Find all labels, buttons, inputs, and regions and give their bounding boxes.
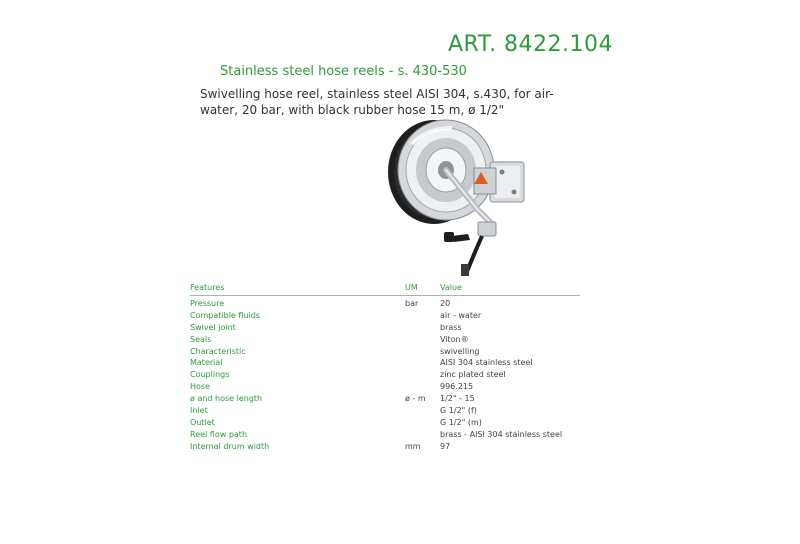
value-cell: brass bbox=[440, 322, 462, 332]
um-cell bbox=[405, 357, 440, 369]
feature-cell: Material bbox=[190, 358, 223, 368]
um-cell bbox=[405, 334, 440, 346]
table-row bbox=[190, 393, 580, 405]
um-cell: bar bbox=[405, 299, 419, 308]
um-cell bbox=[405, 369, 440, 381]
table-row bbox=[190, 417, 580, 429]
um-cell: mm bbox=[405, 441, 421, 451]
table-row bbox=[190, 441, 580, 453]
feature-cell: Seals bbox=[190, 334, 212, 344]
header-features: Features bbox=[190, 283, 225, 292]
feature-cell: Compatible fluids bbox=[190, 310, 260, 320]
value-cell: G 1/2" (m) bbox=[440, 417, 482, 427]
table-row bbox=[190, 357, 580, 369]
table-row bbox=[190, 298, 580, 310]
um-cell bbox=[405, 346, 440, 358]
value-cell: G 1/2" (f) bbox=[440, 406, 477, 416]
value-cell: AISI 304 stainless steel bbox=[440, 358, 533, 368]
feature-cell: Outlet bbox=[190, 417, 215, 427]
value-cell: 996.215 bbox=[440, 382, 474, 392]
feature-cell: Couplings bbox=[190, 370, 230, 380]
value-cell: 20 bbox=[440, 299, 451, 308]
value-cell: Viton® bbox=[440, 334, 469, 344]
feature-cell: Characteristic bbox=[190, 346, 246, 356]
um-cell bbox=[405, 322, 440, 334]
value-cell: 97 bbox=[440, 441, 451, 451]
um-cell bbox=[405, 417, 440, 429]
feature-cell: Reel flow path bbox=[190, 429, 248, 439]
feature-cell: Hose bbox=[190, 382, 210, 392]
um-cell bbox=[405, 381, 440, 393]
table-row bbox=[190, 346, 580, 358]
specifications-table bbox=[190, 281, 580, 453]
article-number: ART. 8422.104 bbox=[448, 32, 614, 57]
table-row bbox=[190, 310, 580, 322]
feature-cell: Inlet bbox=[190, 406, 208, 416]
value-cell: 1/2" - 15 bbox=[440, 394, 475, 404]
value-cell: zinc plated steel bbox=[440, 370, 506, 380]
table-row bbox=[190, 369, 580, 381]
specifications-header bbox=[190, 281, 580, 296]
table-row bbox=[190, 381, 580, 393]
hose-reel-image bbox=[382, 114, 532, 284]
table-row bbox=[190, 429, 580, 441]
table-row bbox=[190, 322, 580, 334]
value-cell: swivelling bbox=[440, 346, 480, 356]
um-cell bbox=[405, 405, 440, 417]
product-description: Swivelling hose reel, stainless steel AISI 304, s.430, for air-water, 20 bar, with black rubber hose 15 m, ø 1/2" bbox=[200, 87, 554, 117]
header-value: Value bbox=[440, 283, 462, 292]
um-cell: ø - m bbox=[405, 394, 426, 404]
feature-cell: Internal drum width bbox=[190, 441, 270, 451]
um-cell bbox=[405, 310, 440, 322]
series-title: Stainless steel hose reels - s. 430-530 bbox=[220, 64, 467, 79]
table-row bbox=[190, 334, 580, 346]
specifications-rows bbox=[190, 298, 580, 453]
value-cell: brass - AISI 304 stainless steel bbox=[440, 429, 563, 439]
um-cell bbox=[405, 429, 440, 441]
value-cell: air - water bbox=[440, 310, 482, 320]
header-um: UM bbox=[405, 283, 418, 292]
feature-cell: Pressure bbox=[190, 299, 225, 308]
feature-cell: Swivel joint bbox=[190, 322, 236, 332]
table-row bbox=[190, 405, 580, 417]
feature-cell: ø and hose length bbox=[190, 394, 263, 404]
